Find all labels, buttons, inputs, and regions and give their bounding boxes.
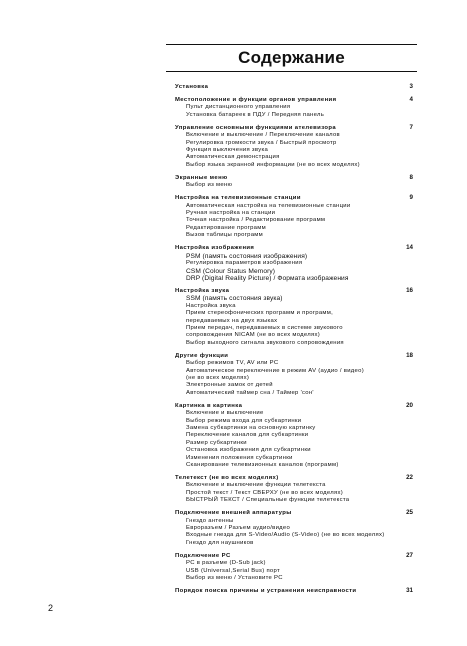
table-of-contents [175, 83, 413, 596]
section-entry: Выбор из меню [186, 182, 233, 189]
section-entry: Выбор языка экранной информации (не во всех моделях) [186, 161, 360, 168]
section-title: Экранные меню [175, 174, 228, 181]
section-entry: Вызов таблицы программ [186, 232, 263, 239]
section-page-number: 4 [409, 96, 413, 103]
section-title: Настройка изображения [175, 245, 255, 252]
section-entry: PSM (память состояния изображения) [186, 252, 308, 260]
section-entry: Гнездо антенны [186, 517, 234, 524]
section-heading [175, 287, 413, 295]
section-title: Настройка на телевизионные станции [175, 195, 301, 202]
section-entry: сопровождения NICAM (не во всех моделях) [186, 332, 321, 339]
section-heading [175, 402, 413, 410]
section-entry: Настройка звука [186, 302, 236, 309]
section-entry: Редактирование программ [186, 224, 266, 231]
section-title: Управление основными функциями ателевизора [175, 124, 337, 131]
section-entry: БЫСТРЫЙ ТЕКСТ / Специальные функции телетекста [186, 497, 350, 504]
section-entry: Регулировка громкости звука / Быстрый просмотр [186, 139, 337, 146]
section-title: Подключение внешней аппаратуры [175, 510, 292, 517]
section-title: Установка [175, 84, 209, 90]
section-entry: Включение и выключение функции телетекста [186, 482, 326, 489]
section-entry: Прием стереофонических программ и программ, [186, 310, 334, 317]
section-entry: Выбор выходного сигнала звукового сопровождения [186, 339, 344, 346]
section-entry: SSM (память состояния звука) [186, 295, 283, 303]
section-entry: Переключение каналов для субкартинки [186, 432, 309, 439]
section-entry: Автоматическая настройка на телевизионные станции [186, 202, 351, 209]
toc-section [175, 552, 413, 583]
section-page-number: 16 [406, 286, 413, 294]
section-heading [175, 174, 413, 182]
section-entry: Автоматический таймер сна / Таймер 'сон' [186, 389, 314, 396]
section-entry: Выбор режима входа для субкартинки [186, 417, 302, 424]
section-entry: Регулировка параметров изображения [186, 260, 303, 267]
section-entry: Электронные замок от детей [186, 382, 273, 389]
section-heading [175, 83, 413, 91]
toc-section [175, 509, 413, 547]
section-heading [175, 509, 413, 517]
section-entry: Выбор из меню / Установите PC [186, 575, 283, 582]
section-page-number: 8 [409, 173, 413, 181]
toc-section [175, 194, 413, 239]
section-page-number: 7 [409, 123, 413, 131]
section-heading [175, 474, 413, 482]
section-title: Порядок поиска причины и устранения неисправности [175, 588, 357, 595]
toc-section [175, 124, 413, 169]
section-heading [175, 96, 413, 104]
section-heading [175, 194, 413, 202]
section-title: Подключение PC [175, 552, 231, 559]
section-entry: Прием передач, передаваемых в системе звукового [186, 324, 343, 331]
section-entry: Простой текст / Текст СВЕРХУ (не во всех моделях) [186, 489, 344, 496]
section-entry: (не во всех моделях) [186, 374, 250, 381]
section-title: Настройка звука [175, 287, 230, 294]
section-entry: USB (Universal,Serial Bus) порт [186, 567, 280, 574]
section-title: Другие функции [175, 352, 229, 359]
section-title: Местоположение и функции органов управления [175, 97, 337, 103]
section-page-number: 18 [406, 351, 413, 359]
section-entry: Входные гнезда для S-Video/Audio (S-Video) (не во всех моделях) [186, 532, 385, 539]
section-entry: Остановка изображения для субкартинки [186, 447, 311, 454]
page-number: 2 [48, 603, 54, 613]
section-entry: Автоматическое переключение в режим AV (аудио / видео) [186, 367, 364, 374]
section-page-number: 25 [406, 509, 413, 517]
section-entry: Функция выключения звука [186, 147, 269, 154]
section-entry: Изменения положения субкартинки [186, 454, 293, 461]
section-heading [175, 352, 413, 360]
title-box [166, 44, 417, 72]
section-page-number: 31 [406, 587, 413, 595]
section-entry: Включение и выключение [186, 410, 264, 417]
section-entry: Точная настройка / Редактирование программ [186, 217, 326, 224]
section-entry: Замена субкартинки на основную картинку [186, 425, 316, 431]
section-entry: Выбор режимов TV, AV или PC [186, 360, 279, 367]
toc-section [175, 352, 413, 397]
toc-section [175, 83, 413, 91]
toc-section [175, 287, 413, 347]
section-entry: Автоматическая демонстрация [186, 154, 280, 161]
section-entry: Гнездо для наушников [186, 539, 254, 546]
section-heading [175, 244, 413, 252]
toc-section [175, 474, 413, 505]
section-entry: Евроразъем / Разъем аудио/видео [186, 525, 291, 532]
section-heading [175, 552, 413, 560]
section-title: Телетекст (не во всех моделях) [175, 475, 279, 482]
toc-section [175, 96, 413, 119]
toc-section [175, 587, 413, 595]
section-entry: Включение и выключение / Переключение каналов [186, 132, 340, 139]
toc-section [175, 244, 413, 282]
section-entry: PC в разъеме (D-Sub jack) [186, 560, 266, 567]
section-entry: Пульт дистанционного управления [186, 104, 291, 111]
section-entry: Сканирование телевизионных каналов (программ) [186, 462, 339, 469]
section-page-number: 20 [406, 401, 413, 409]
section-page-number: 14 [406, 244, 413, 252]
toc-section [175, 174, 413, 190]
section-title: Картинка в картинка [175, 402, 243, 409]
section-page-number: 27 [406, 551, 413, 559]
section-heading [175, 124, 413, 132]
section-entry: DRP (Digital Reality Picture) / Формата изображения [186, 274, 349, 282]
section-entry: Установка батареек в ПДУ / Передняя панель [186, 111, 325, 118]
section-heading [175, 587, 413, 595]
section-page-number: 3 [409, 83, 413, 90]
section-page-number: 22 [406, 474, 413, 482]
toc-section [175, 402, 413, 470]
section-entry: Размер субкартинки [186, 439, 247, 446]
section-entry: CSM (Colour Status Memory) [186, 267, 276, 275]
section-page-number: 9 [409, 194, 413, 202]
section-entry: передаваемых на двух языках [186, 317, 278, 324]
section-entry: Ручная настройка на станции [186, 210, 276, 217]
page-title: Содержание [238, 48, 345, 67]
